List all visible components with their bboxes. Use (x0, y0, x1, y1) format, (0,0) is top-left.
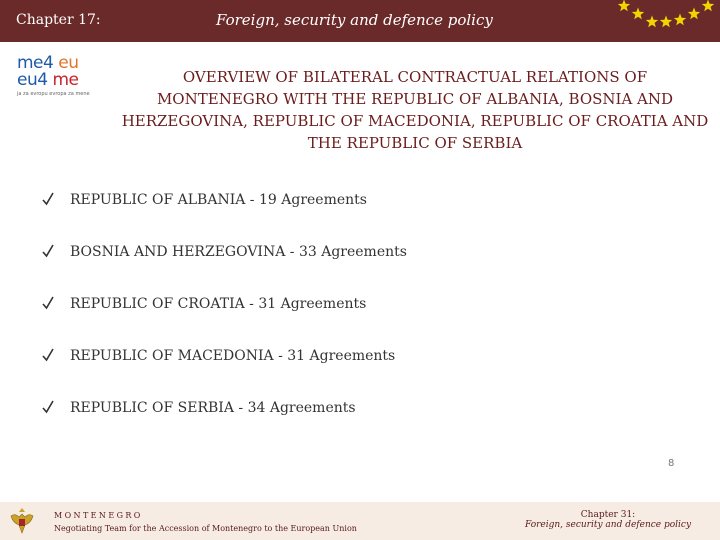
montenegro-crest-icon (6, 505, 38, 537)
list-item-text: REPUBLIC OF CROATIA - 31 Agreements (70, 296, 367, 312)
me4eu-logo (17, 55, 107, 101)
star-icon (688, 8, 700, 20)
footer-country: MONTENEGRO (54, 511, 143, 520)
page-number: 8 (668, 458, 675, 469)
list-item-text: BOSNIA AND HERZEGOVINA - 33 Agreements (70, 244, 407, 260)
header-chapter-label: Chapter 17: (16, 12, 101, 28)
slide-title: OVERVIEW OF BILATERAL CONTRACTUAL RELATIONS OF MONTENEGRO WITH THE REPUBLIC OF ALBANIA, BOSNIA AND HERZEGOVINA, REPUBLIC OF MACEDONIA, REPUBLIC OF CROATIA AND THE REPUBLIC OF SERBIA (121, 68, 709, 152)
star-icon (674, 14, 686, 26)
footer-chapter-title: Foreign, security and defence policy (524, 520, 692, 530)
logo-line-2: eu4 me (17, 70, 79, 90)
logo-line-1: me4 eu (17, 53, 79, 73)
checkmark-icon (42, 192, 54, 206)
star-icon (618, 0, 630, 11)
star-icon (660, 16, 672, 28)
star-icon (646, 16, 658, 28)
footer-chapter (508, 510, 708, 530)
list-item-text: REPUBLIC OF SERBIA - 34 Agreements (70, 400, 356, 416)
checkmark-icon (42, 400, 54, 414)
checkmark-icon (42, 296, 54, 310)
star-icon (632, 8, 644, 20)
footer-bar (0, 502, 720, 540)
star-icon (702, 0, 714, 11)
list-item-text: REPUBLIC OF MACEDONIA - 31 Agreements (70, 348, 396, 364)
logo-tagline: ja za evropu evropa za mene (17, 91, 90, 97)
checkmark-icon (42, 348, 54, 362)
footer-team: Negotiating Team for the Accession of Montenegro to the European Union (54, 524, 357, 533)
checkmark-icon (42, 244, 54, 258)
list-item-text: REPUBLIC OF ALBANIA - 19 Agreements (70, 192, 367, 208)
header-bar (0, 0, 720, 42)
header-topic: Foreign, security and defence policy (216, 11, 493, 29)
eu-stars-icon (614, 0, 720, 40)
footer-chapter-number: Chapter 31: (580, 510, 636, 520)
